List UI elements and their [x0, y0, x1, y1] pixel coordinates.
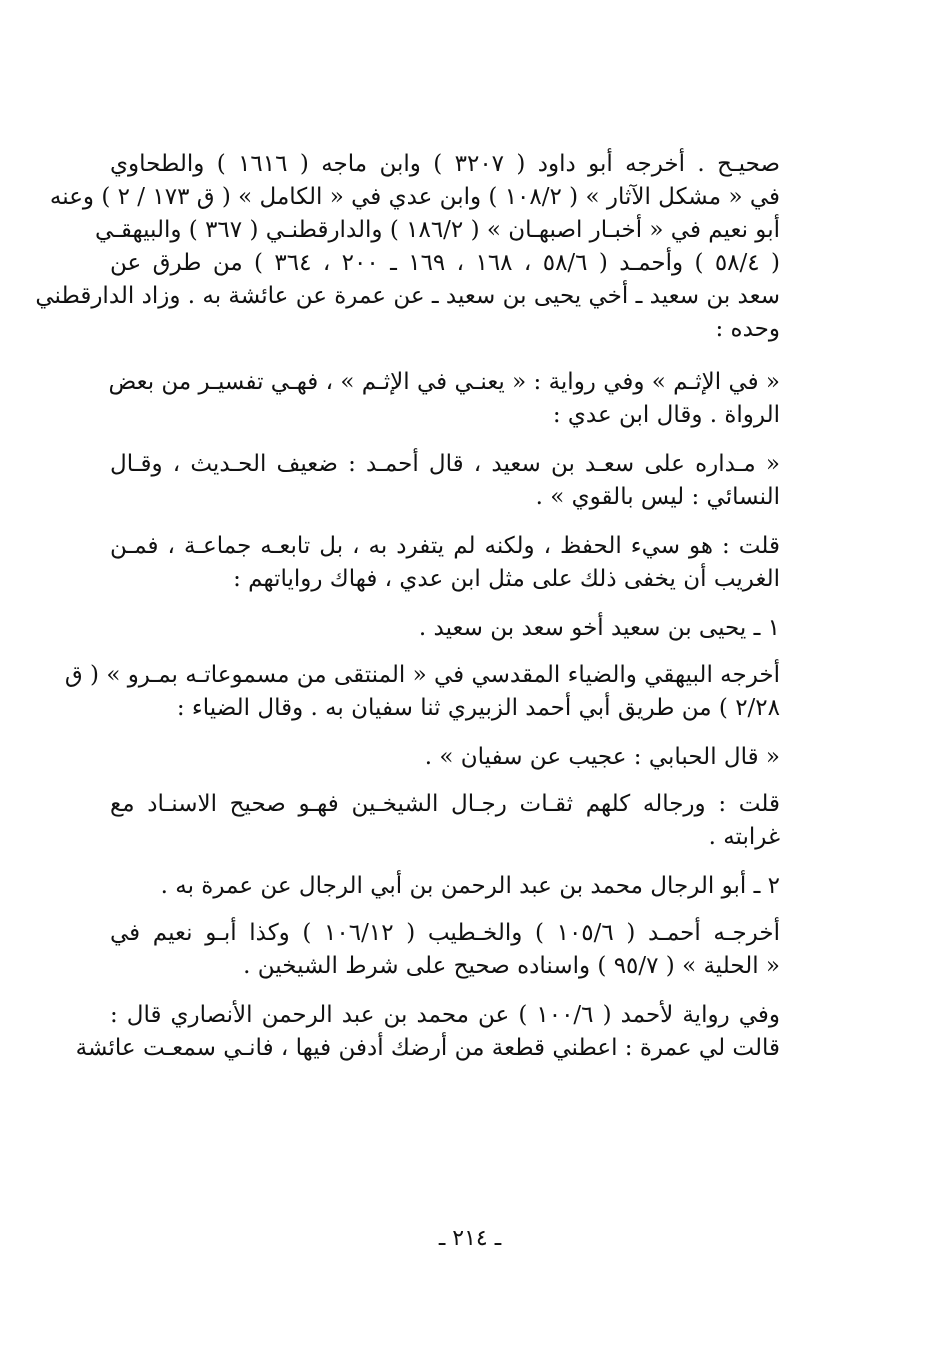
text-line: قلت : هو سيء الحفظ ، ولكنه لم يتفرد به ، بل تابعـه جماعـة ، فمـن: [110, 533, 780, 559]
text-line: « في الإثـم » وفي رواية : « يعنـي في الإثـم » ، فهـي تفسيـر من بعض: [108, 369, 780, 395]
text-line: الغريب أن يخفى ذلك على مثل ابن عدي ، فهاك رواياتهم :: [233, 566, 780, 592]
text-line: « الحلية » ( ٩٥/٧ ) واسناده صحيح على شرط الشيخين .: [243, 953, 780, 979]
paragraph-comment: [110, 530, 780, 596]
text-line: في « مشكل الآثار » ( ١٠٨/٢ ) وابن عدي في « الكامل » ( ق ١٧٣ / ٢ ) وعنه: [49, 184, 780, 210]
paragraph-ahmad: [110, 917, 780, 983]
text-line: ٢ ـ أبو الرجال محمد بن عبد الرحمن بن أبي الرجال عن عمرة به .: [160, 873, 780, 899]
text-line: الرواة . وقال ابن عدي :: [552, 402, 780, 428]
paragraph-comment-isnad: [110, 788, 780, 854]
text-line: أبو نعيم في « أخبـار اصبهـان » ( ١٨٦/٢ ) والدارقطنـي ( ٣٦٧ ) والبيهقـي: [94, 217, 780, 243]
text-line: غرابته .: [708, 824, 780, 850]
text-line: وحده :: [715, 316, 780, 342]
paragraph-quote-ibn-adi: [110, 448, 780, 514]
text-line: صحيـح . أخرجه أبو داود ( ٣٢٠٧ ) وابن ماجه ( ١٦١٦ ) والطحاوي: [110, 151, 780, 177]
text-line: قلت : ورجاله كلهم ثقـات رجـال الشيخـين فهـو صحيح الاسنـاد مع: [110, 791, 780, 817]
text-line: سعد بن سعيد ـ أخي يحيى بن سعيد ـ عن عمرة عن عائشة به . وزاد الدارقطني: [35, 283, 780, 309]
paragraph-bayhaqi: [64, 659, 780, 725]
list-item-1: [110, 612, 780, 645]
page-number: ـ ٢١٤ ـ: [438, 1226, 502, 1251]
text-line: قالت لي عمرة : اعطني قطعة من أرضك أدفن فيها ، فانـي سمعـت عائشة: [75, 1035, 780, 1061]
text-line: ٢/٢٨ ) من طريق أبي أحمد الزبيري ثنا سفيان به . وقال الضياء :: [176, 695, 780, 721]
text-line: ( ٥٨/٤ ) وأحمـد ( ٥٨/٦ ، ١٦٨ ، ١٦٩ ـ ٢٠٠ ، ٣٦٤ ) من طرق عن: [110, 250, 780, 276]
paragraph-takhrij: [35, 148, 780, 346]
paragraph-riwaya-ahmad: [75, 999, 781, 1065]
text-line: النسائي : ليس بالقوي » .: [535, 484, 780, 510]
text-line: « مـداره على سعـد بن سعيد ، قال أحمـد : ضعيف الحـديث ، وقـال: [110, 451, 780, 477]
text-line: أخرجه البيهقي والضياء المقدسي في « المنتقى من مسموعاتـه بمـرو » ( ق: [64, 662, 780, 688]
text-line: « قال الحبابي : عجيب عن سفيان » .: [424, 744, 780, 770]
list-item-2: [110, 870, 780, 903]
text-line: وفي رواية لأحمد ( ١٠٠/٦ ) عن محمد بن عبد الرحمن الأنصاري قال :: [110, 1002, 781, 1028]
text-line: أخرجـه أحمـد ( ١٠٥/٦ ) والخـطيب ( ١٠٦/١٢ ) وكذا أبـو نعيم في: [110, 920, 780, 946]
paragraph-quote-ithm: [110, 366, 780, 432]
paragraph-quote-hababi: [110, 741, 780, 774]
text-line: ١ ـ يحيى بن سعيد أخو سعد بن سعيد .: [418, 615, 780, 641]
